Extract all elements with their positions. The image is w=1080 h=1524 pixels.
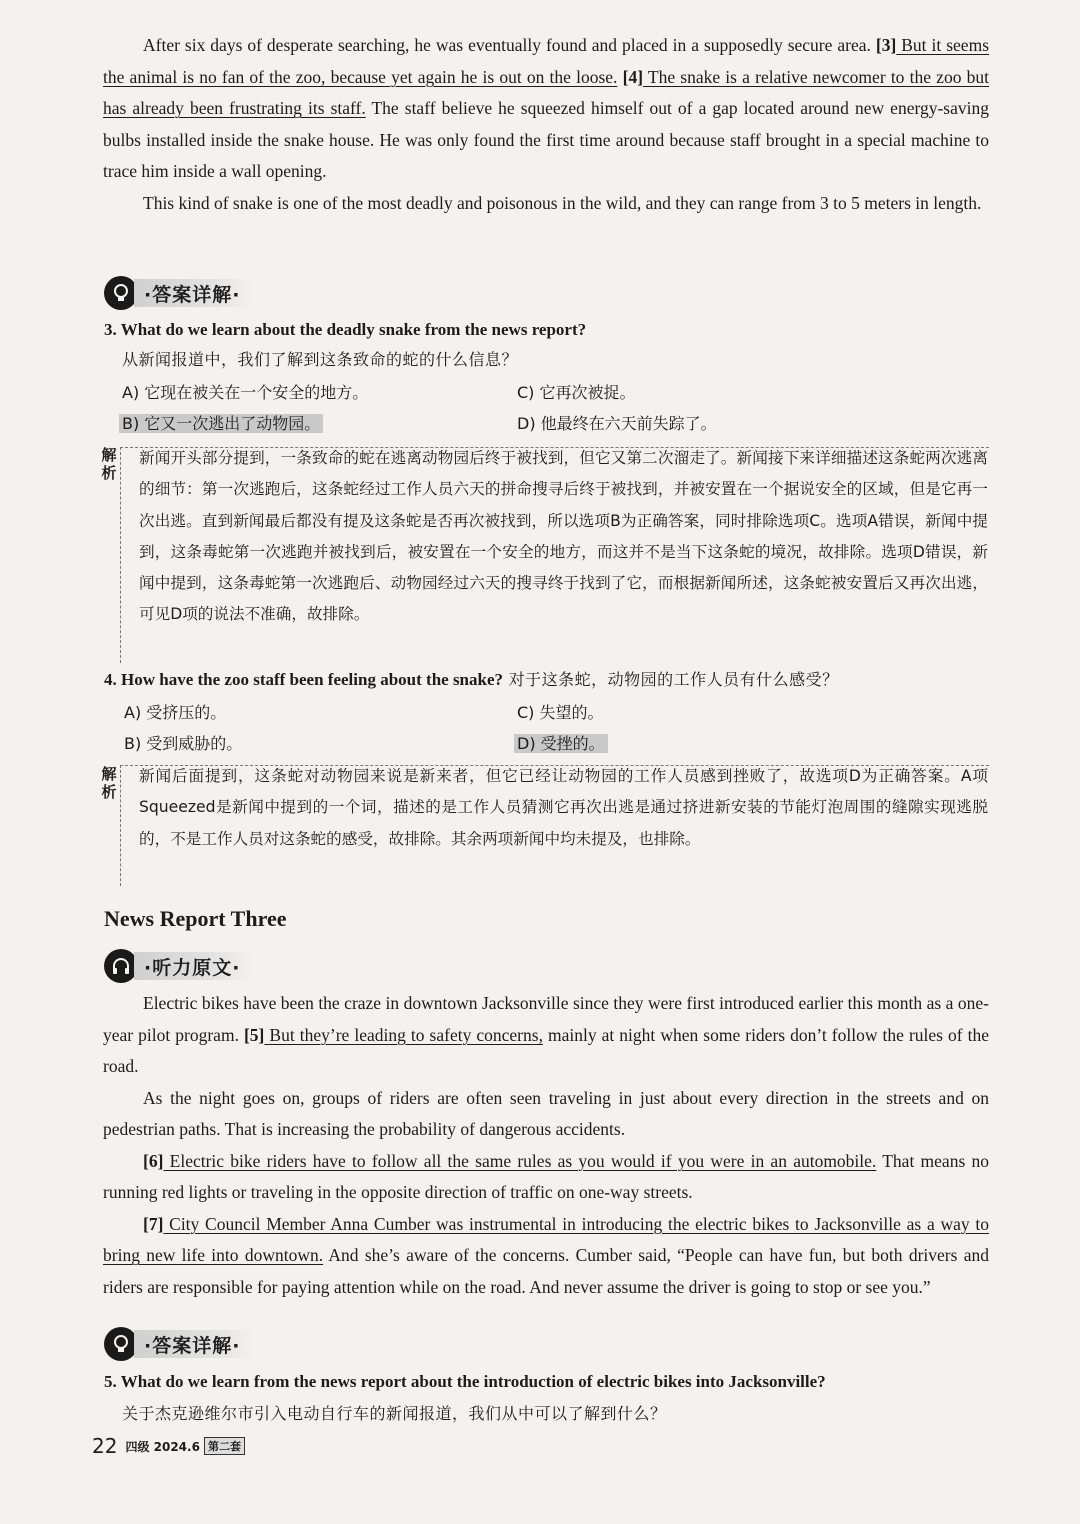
q4-explanation: 新闻后面提到，这条蛇对动物园来说是新来者，但它已经让动物园的工作人员感到挫败了，故选项D为正确答案。A项Squeezed是新闻中提到的一个词，描述的是工作人员猜测它再次出逃是通过挤进新安装的节能灯泡周围的缝隙实现逃脱的，不是工作人员对这条蛇的感受，故排除。其余两项新闻中均未提及，也排除。 (139, 767, 988, 848)
marker-7: [7] (143, 1213, 164, 1234)
question-5: 5. What do we learn from the news report about the introduction of electric bikes into Jacksonville? (104, 1372, 826, 1391)
passage-paragraph-2: This kind of snake is one of the most deadly and poisonous in the wild, and they can range from 3 to 5 meters in length. (143, 192, 982, 213)
q3-option-b: B) 它又一次逃出了动物园。 (119, 414, 323, 433)
q4-option-a: A) 受挤压的。 (124, 703, 227, 722)
question-5-translation: 关于杰克逊维尔市引入电动自行车的新闻报道，我们从中可以了解到什么？ (122, 1404, 667, 1423)
lightbulb-icon (104, 1327, 138, 1361)
underlined-answer-6: Electric bike riders have to follow all the same rules as you would if you were in an automobile. (163, 1150, 877, 1171)
answer-header-label: ·答案详解· (134, 279, 254, 307)
listening-header-label: ·听力原文· (134, 952, 254, 980)
underlined-answer-3: But it seems the animal is no fan of the zoo, because yet again he is out on the loose. (103, 35, 989, 87)
report-3-paragraph-3: [6] Electric bike riders have to follow all the same rules as you would if you were in an automobile. That means no running red lights or traveling in the opposite direction of traffic on one-way streets. (103, 1150, 989, 1202)
passage-text: After six days of desperate searching, he was eventually found and placed in a supposedly secure area. (143, 35, 876, 55)
set-tag: 第二套 (204, 1437, 245, 1455)
report-3-paragraph-4: [7] City Council Member Anna Cumber was instrumental in introducing the electric bikes to Jacksonville as a way to bring new life into downtown. And she’s aware of the concerns. Cumber said, “People can have fun, but both drivers and riders are responsible for paying attention while on the road. And never assume the driver is going to stop or see you.” (103, 1213, 989, 1297)
q3-option-c: C) 它再次被捉。 (517, 383, 636, 402)
q3-option-d: D) 他最终在六天前失踪了。 (517, 414, 717, 433)
q4-option-d: D) 受挫的。 (514, 734, 608, 753)
question-3: 3. What do we learn about the deadly snake from the news report? (104, 320, 587, 339)
report-3-paragraph-1: Electric bikes have been the craze in downtown Jacksonville since they were first introduced earlier this month as a one-year pilot program. [5] But they’re leading to safety concerns, mainly at night when some riders don’t follow the rules of the road. (103, 993, 989, 1076)
q4-option-b: B) 受到威胁的。 (124, 734, 243, 753)
marker-4: [4] (617, 66, 644, 87)
marker-5: [5] (243, 1024, 265, 1045)
page-footer (92, 1434, 245, 1458)
underlined-answer-4: The snake is a relative newcomer to the zoo but has already been frustrating its staff. (103, 66, 989, 118)
q4-explanation-label: 解析 (101, 765, 117, 801)
marker-6: [6] (143, 1150, 164, 1171)
passage-paragraph-1 (103, 30, 989, 219)
issue-label: 四级 2024.6 (125, 1439, 200, 1454)
marker-3: [3] (875, 35, 897, 55)
passage-text: The staff believe he squeezed himself out of a gap located around new energy-saving bulbs installed inside the snake house. He was only found the first time around because staff brought in a special machine to trace him inside a wall opening. (103, 98, 989, 181)
question-4: 4. How have the zoo staff been feeling about the snake? 对于这条蛇，动物园的工作人员有什么感受？ (104, 670, 839, 689)
underlined-answer-5: But they’re leading to safety concerns, (264, 1024, 543, 1045)
answer-section-header (104, 275, 254, 311)
underlined-answer-7: City Council Member Anna Cumber was instrumental in introducing the electric bikes to Jacksonville as a way to bring new life into downtown. (103, 1213, 989, 1265)
listening-section-header (104, 948, 254, 984)
q3-option-a: A) 它现在被关在一个安全的地方。 (122, 383, 369, 402)
answer-header-label-2: ·答案详解· (134, 1330, 254, 1358)
report-3-paragraph-2: As the night goes on, groups of riders are often seen traveling in just about every direction in the streets and on pedestrian paths. That is increasing the probability of dangerous accidents. (103, 1087, 989, 1139)
page-number: 22 (92, 1434, 118, 1458)
section-title: News Report Three (104, 906, 287, 931)
q3-explanation: 新闻开头部分提到，一条致命的蛇在逃离动物园后终于被找到，但它又第二次溜走了。新闻接下来详细描述这条蛇两次逃离的细节：第一次逃跑后，这条蛇经过工作人员六天的拼命搜寻后终于被找到，并被安置在一个据说安全的区域，但是它再一次出逃。直到新闻最后都没有提及这条蛇是否再次被找到，所以选项B为正确答案，同时排除选项C。选项A错误，新闻中提到，这条毒蛇第一次逃跑并被找到后，被安置在一个安全的地方，而这并不是当下这条蛇的境况，故排除。选项D错误，新闻中提到，这条毒蛇第一次逃跑后、动物园经过六天的搜寻终于找到了它，而根据新闻所述，这条蛇被安置后又再次出逃，可见D项的说法不准确，故排除。 (139, 449, 988, 624)
headphones-icon (104, 949, 138, 983)
lightbulb-icon (104, 276, 138, 310)
q3-explanation-label: 解析 (101, 446, 117, 482)
report-3-transcript (103, 988, 989, 1303)
answer-section-header-2 (104, 1326, 254, 1362)
q4-option-c: C) 失望的。 (517, 703, 604, 722)
question-3-translation: 从新闻报道中，我们了解到这条致命的蛇的什么信息？ (122, 350, 519, 369)
